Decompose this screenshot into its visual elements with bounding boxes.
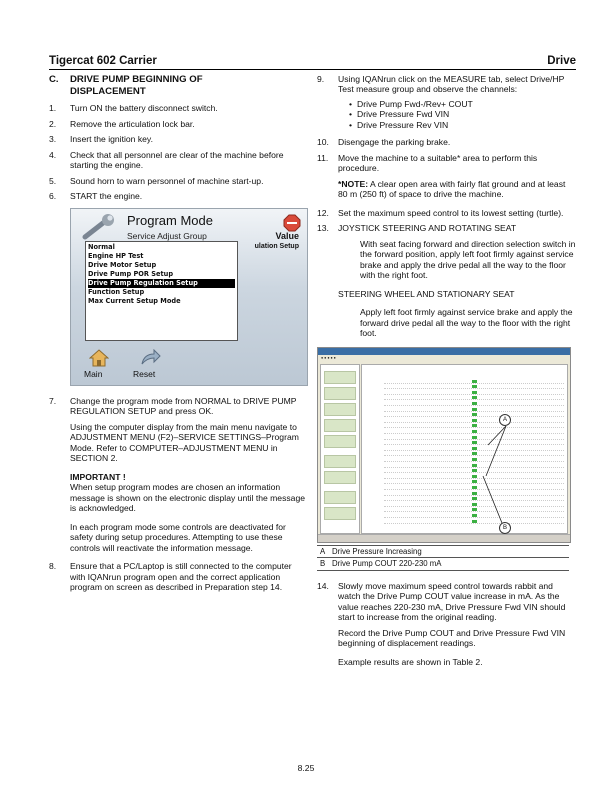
iqanrun-screenshot (317, 347, 571, 543)
step-text: JOYSTICK STEERING AND ROTATING SEAT (338, 223, 517, 234)
callout-b: B (499, 522, 511, 534)
step-text: Set the maximum speed control to its lowest setting (turtle). (338, 207, 564, 218)
callout-lines (318, 348, 570, 542)
step-text: Using IQANrun click on the MEASURE tab, select Drive/HP Test measure group and observe the channels: (338, 74, 565, 95)
step-6 (49, 191, 307, 201)
step-number: 11. (317, 152, 329, 163)
value-text: ulation Setup (254, 242, 299, 250)
step-text: START the engine. (70, 191, 143, 202)
step-number: 6. (49, 191, 57, 202)
step-number: 13. (317, 223, 329, 234)
step-14 (317, 581, 576, 623)
step-7-paragraph: Using the computer display from the main menu navigate to ADJUSTMENT MENU (F2)–SERVICE SETTINGS–Program Mode. Refer to COMPUTER–ADJUSTMENT MENU in SECTION 2. (70, 421, 299, 464)
step-11 (317, 153, 576, 174)
joystick-paragraph: With seat facing forward and direction selection switch in the forward position, apply left foot firmly against service brake and apply the drive pedal all the way to the floor with the right foot. (360, 238, 576, 281)
section-title-line2: DISPLACEMENT (70, 85, 146, 97)
step-3 (49, 134, 307, 144)
left-column (49, 74, 307, 598)
program-mode-list[interactable] (85, 241, 238, 341)
legend-row (317, 558, 569, 571)
list-item[interactable]: Function Setup (88, 287, 145, 296)
legend-text: Drive Pump COUT 220-230 mA (332, 559, 442, 569)
steering-heading: STEERING WHEEL AND STATIONARY SEAT (338, 288, 515, 299)
step-14-paragraph: Record the Drive Pump COUT and Drive Pressure Fwd VIN beginning of displacement readings. (338, 627, 566, 649)
list-item[interactable]: Max Current Setup Mode (88, 296, 181, 305)
list-item[interactable]: Engine HP Test (88, 251, 144, 260)
step-text: Remove the articulation lock bar. (70, 118, 195, 129)
step-number: 2. (49, 118, 57, 129)
step-7 (49, 396, 307, 417)
step-number: 9. (317, 74, 325, 84)
step-number: 7. (49, 395, 57, 406)
wrench-icon (81, 213, 121, 243)
step-2 (49, 119, 307, 129)
step-4 (49, 150, 307, 171)
step-number: 12. (317, 207, 329, 218)
reset-button[interactable]: Reset (133, 368, 156, 379)
program-mode-title: Program Mode (127, 212, 213, 228)
home-icon[interactable] (89, 349, 109, 369)
reset-arrow-icon[interactable] (139, 349, 161, 369)
step-text: Turn ON the battery disconnect switch. (70, 103, 218, 114)
header-title: Tigercat 602 Carrier (49, 55, 157, 67)
step-text: Insert the ignition key. (70, 134, 153, 145)
step-number: 4. (49, 149, 57, 160)
section-letter: C. (49, 74, 59, 85)
important-text: When setup program modes are chosen an information message is shown on the electronic display until the message is acknowledged. (70, 482, 306, 514)
step-5 (49, 176, 307, 186)
step-number: 3. (49, 134, 57, 145)
step-14-paragraph-2: Example results are shown in Table 2. (338, 656, 483, 667)
value-label: Value (275, 230, 299, 241)
list-item: • Drive Pressure Fwd VIN (349, 109, 576, 119)
step-text: Slowly move maximum speed control towards rabbit and watch the Drive Pump COUT value increase in mA. As the value reaches 220-230 mA, Drive Pressure Fwd VIN should start to increase from the original reading. (338, 580, 566, 623)
important-label: IMPORTANT ! (70, 471, 126, 482)
right-column (317, 74, 576, 675)
step-text: Disengage the parking brake. (338, 137, 451, 148)
legend-key: B (320, 559, 326, 569)
header-rule (49, 69, 576, 70)
step-number: 1. (49, 103, 57, 114)
step-7-paragraph-2: In each program mode some controls are deactivated for safety during setup procedures. Attempting to use these controls will reactivate the information message. (70, 521, 286, 553)
step-9 (317, 74, 576, 132)
note (338, 179, 576, 200)
channel-list (338, 99, 576, 130)
step-1 (49, 103, 307, 113)
step-number: 8. (49, 561, 57, 572)
callout-a: A (499, 414, 511, 426)
legend-text: Drive Pressure Increasing (332, 546, 422, 556)
figure-legend (317, 545, 569, 571)
step-text: Ensure that a PC/Laptop is still connected to the computer with IQANrun program open and the correct application program on screen as described in Preparation step 14. (70, 561, 292, 593)
step-8 (49, 561, 307, 592)
step-number: 14. (317, 580, 329, 591)
step-10 (317, 137, 576, 147)
program-mode-screen (70, 208, 308, 386)
list-item[interactable]: Drive Pump POR Setup (88, 269, 174, 278)
step-text: Sound horn to warn personnel of machine start-up. (70, 175, 264, 186)
legend-row (317, 546, 569, 559)
list-item[interactable]: Normal (88, 242, 115, 251)
steering-paragraph: Apply left foot firmly against service brake and apply the forward drive pedal all the way to the floor with the right foot. (360, 307, 573, 339)
iqan-menu-bar: ● ● ● ● ● (321, 355, 336, 360)
step-text: Check that all personnel are clear of the machine before starting the engine. (70, 149, 284, 171)
note-label: *NOTE: (338, 178, 369, 189)
main-button[interactable]: Main (84, 368, 103, 379)
step-12 (317, 208, 576, 218)
list-item[interactable]: Drive Motor Setup (88, 260, 157, 269)
step-number: 10. (317, 137, 329, 148)
section-heading (49, 74, 307, 97)
header-section: Drive (547, 55, 576, 67)
page-number: 8.25 (297, 763, 315, 773)
section-title-line1: DRIVE PUMP BEGINNING OF (70, 74, 203, 85)
legend-key: A (320, 546, 326, 556)
list-item: • Drive Pressure Rev VIN (349, 120, 576, 130)
list-item-selected[interactable]: Drive Pump Regulation Setup (88, 279, 235, 288)
important-note (70, 472, 307, 514)
program-mode-subtitle: Service Adjust Group (127, 230, 207, 241)
step-text: Change the program mode from NORMAL to DRIVE PUMP REGULATION SETUP and press OK. (70, 395, 297, 417)
note-text: A clear open area with fairly flat ground and at least 80 m (250 ft) of space to drive the machine. (338, 178, 566, 200)
step-number: 5. (49, 175, 57, 186)
step-13 (317, 223, 576, 233)
list-item: • Drive Pump Fwd-/Rev+ COUT (349, 99, 576, 109)
step-text: Move the machine to a suitable* area to perform this procedure. (338, 152, 538, 174)
